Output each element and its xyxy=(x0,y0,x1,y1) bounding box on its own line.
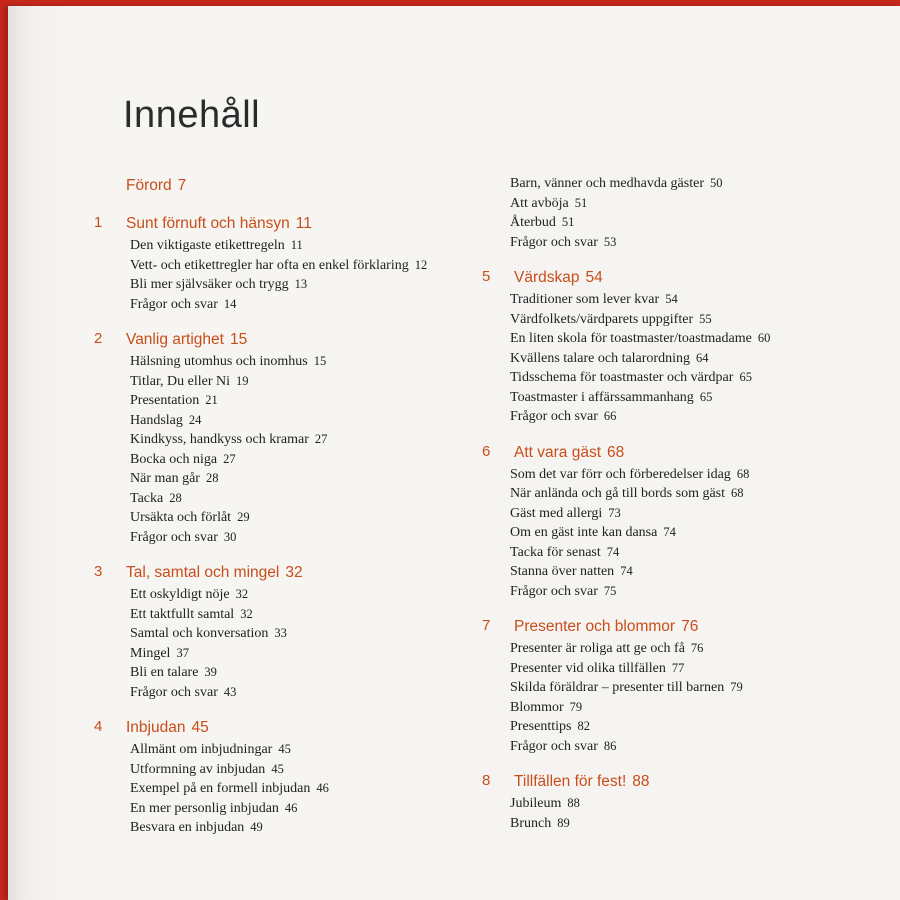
chapter-title: Inbjudan xyxy=(126,719,186,736)
entry-title: Stanna över natten xyxy=(510,564,615,579)
entry-title: Bocka och niga xyxy=(130,451,218,467)
entry-title: Samtal och konversation xyxy=(130,626,269,641)
entry-title: Utformning av inbjudan xyxy=(130,761,266,777)
toc-entry xyxy=(130,352,474,372)
entry-title: Traditioner som lever kvar xyxy=(510,292,660,307)
chapter-title: Tal, samtal och mingel xyxy=(126,564,280,581)
entry-title: Skilda föräldrar – presenter till barnen xyxy=(510,680,725,695)
entry-page-number: 21 xyxy=(205,393,218,407)
entry-title: Hälsning utomhus och inomhus xyxy=(130,354,308,369)
entry-title: Frågor och svar xyxy=(510,738,598,754)
chapter-entries xyxy=(510,290,882,427)
toc-entry xyxy=(130,760,474,780)
entry-title: Presenter är roliga att ge och få xyxy=(510,641,685,656)
toc-entry xyxy=(510,737,882,757)
chapter-title: Förord xyxy=(126,177,172,194)
entry-title: Presentation xyxy=(130,393,200,408)
entry-title: Om en gäst inte kan dansa xyxy=(510,525,658,540)
chapter-title: Sunt förnuft och hänsyn xyxy=(126,215,290,232)
entry-title: Tacka för senast xyxy=(510,544,601,560)
entry-title: Värdfolkets/värdparets uppgifter xyxy=(510,311,694,327)
chapter-heading xyxy=(514,266,882,290)
toc-chapter xyxy=(482,266,882,427)
toc-entry xyxy=(130,818,474,838)
entry-title: Tidsschema för toastmaster och värdpar xyxy=(510,370,734,385)
toc-entry xyxy=(130,489,474,509)
toc-chapter xyxy=(94,561,474,702)
toc-entry xyxy=(510,698,882,718)
entry-page-number: 68 xyxy=(731,486,744,500)
entry-title: Allmänt om inbjudningar xyxy=(130,742,273,757)
chapter-page-number: 68 xyxy=(607,443,625,461)
toc-chapter xyxy=(94,174,474,198)
toc-entry xyxy=(130,275,474,295)
entry-title: Vett- och etikettregler har ofta en enkel förklaring xyxy=(130,257,409,273)
entry-title: Titlar, Du eller Ni xyxy=(130,373,231,389)
chapter-number: 1 xyxy=(94,214,103,231)
entry-title: Frågor och svar xyxy=(130,529,218,545)
entry-page-number: 65 xyxy=(739,370,752,384)
toc-entry xyxy=(130,391,474,411)
chapter-page-number: 15 xyxy=(229,331,248,348)
chapter-heading xyxy=(126,561,474,585)
toc-chapter xyxy=(482,615,882,756)
toc-left-column xyxy=(94,174,474,852)
entry-title: Jubileum xyxy=(510,796,562,811)
toc-entry xyxy=(130,683,474,703)
chapter-page-number: 11 xyxy=(295,215,312,232)
toc-entry xyxy=(510,504,882,524)
entry-page-number: 89 xyxy=(557,815,570,830)
entry-page-number: 32 xyxy=(240,606,253,621)
toc-entry xyxy=(510,484,882,504)
entry-page-number: 37 xyxy=(176,645,189,660)
entry-page-number: 27 xyxy=(223,451,236,466)
toc-chapter xyxy=(94,716,474,838)
toc-entry xyxy=(510,368,882,388)
chapter-entries xyxy=(130,352,474,547)
entry-title: Exempel på en formell inbjudan xyxy=(130,781,311,796)
entry-page-number: 15 xyxy=(313,354,327,368)
entry-page-number: 45 xyxy=(278,742,291,756)
chapter-entries xyxy=(510,465,882,602)
toc-entry xyxy=(130,508,474,528)
toc-entry xyxy=(510,388,882,408)
toc-entry xyxy=(130,644,474,664)
entry-page-number: 76 xyxy=(690,641,704,655)
toc-entry xyxy=(510,310,882,330)
toc-entry xyxy=(130,469,474,489)
entry-page-number: 19 xyxy=(236,373,249,388)
entry-page-number: 51 xyxy=(561,215,575,229)
entry-title: Tacka xyxy=(130,490,164,506)
entry-page-number: 88 xyxy=(567,796,580,810)
toc-entry xyxy=(510,233,882,253)
toc-entry xyxy=(510,349,882,369)
entry-page-number: 50 xyxy=(709,176,723,190)
toc-entry xyxy=(510,329,882,349)
entry-title: Återbud xyxy=(510,215,556,230)
toc-chapter xyxy=(482,441,882,602)
entry-page-number: 14 xyxy=(223,296,237,311)
entry-page-number: 46 xyxy=(316,781,329,795)
toc-entry xyxy=(510,543,882,563)
entry-title: Gäst med allergi xyxy=(510,505,603,521)
toc-entry xyxy=(130,372,474,392)
entry-page-number: 46 xyxy=(284,800,298,815)
chapter-heading xyxy=(126,328,474,352)
entry-page-number: 86 xyxy=(603,738,617,753)
entry-title: Frågor och svar xyxy=(510,234,598,250)
chapter-entries xyxy=(130,585,474,702)
chapter-title: Vanlig artighet xyxy=(126,331,224,348)
toc-entry xyxy=(510,678,882,698)
toc-entry xyxy=(510,194,882,214)
toc-entry xyxy=(130,236,474,256)
chapter-page-number: 88 xyxy=(632,773,650,790)
toc-entry xyxy=(130,605,474,625)
toc-entry xyxy=(130,624,474,644)
toc-entry xyxy=(130,663,474,683)
entry-page-number: 33 xyxy=(274,626,287,640)
book-page xyxy=(8,6,900,900)
entry-page-number: 32 xyxy=(235,587,249,601)
chapter-title: Presenter och blommor xyxy=(514,618,676,635)
toc-entry xyxy=(510,290,882,310)
entry-page-number: 13 xyxy=(294,277,308,291)
entry-title: Frågor och svar xyxy=(130,296,218,312)
chapter-entries xyxy=(510,639,882,756)
toc-entry xyxy=(130,799,474,819)
entry-title: Bli en talare xyxy=(130,665,199,680)
continued-entries xyxy=(482,174,882,252)
entry-page-number: 11 xyxy=(290,238,303,252)
chapter-number: 3 xyxy=(94,563,103,580)
chapter-page-number: 45 xyxy=(191,719,209,736)
toc-entry xyxy=(130,411,474,431)
entry-page-number: 24 xyxy=(188,412,202,427)
entry-page-number: 49 xyxy=(250,820,263,834)
entry-title: Bli mer självsäker och trygg xyxy=(130,277,289,292)
toc-entry xyxy=(130,256,474,276)
entry-page-number: 74 xyxy=(663,525,676,539)
entry-page-number: 74 xyxy=(620,564,633,578)
entry-title: Handslag xyxy=(130,412,183,428)
entry-page-number: 28 xyxy=(169,490,182,505)
entry-title: Besvara en inbjudan xyxy=(130,820,245,835)
entry-page-number: 74 xyxy=(606,544,620,559)
toc-entry xyxy=(130,585,474,605)
entry-title: Presenttips xyxy=(510,719,572,734)
chapter-entries xyxy=(130,236,474,314)
toc-entry xyxy=(510,659,882,679)
chapter-number: 8 xyxy=(482,772,491,789)
entry-page-number: 30 xyxy=(223,529,237,544)
toc-entry xyxy=(510,213,882,233)
entry-title: Toastmaster i affärssammanhang xyxy=(510,389,694,405)
toc-entry xyxy=(130,430,474,450)
chapter-page-number: 7 xyxy=(177,177,187,194)
entry-title: Blommor xyxy=(510,699,564,715)
toc-entry xyxy=(130,295,474,315)
entry-page-number: 60 xyxy=(757,331,771,345)
entry-page-number: 77 xyxy=(671,660,685,675)
entry-page-number: 64 xyxy=(695,350,709,365)
entry-page-number: 53 xyxy=(603,234,617,249)
entry-title: Som det var förr och förberedelser idag xyxy=(510,466,731,482)
entry-page-number: 39 xyxy=(204,665,217,679)
entry-page-number: 43 xyxy=(223,684,237,699)
toc-entry xyxy=(510,717,882,737)
toc-entry xyxy=(510,174,882,194)
toc-right-column xyxy=(482,174,882,847)
entry-title: Frågor och svar xyxy=(510,409,598,424)
chapter-heading xyxy=(514,441,882,465)
entry-page-number: 27 xyxy=(314,432,328,446)
toc-entry xyxy=(510,562,882,582)
entry-page-number: 12 xyxy=(414,257,428,272)
entry-title: Presenter vid olika tillfällen xyxy=(510,660,666,676)
chapter-title: Tillfällen för fest! xyxy=(514,773,627,790)
entry-title: Barn, vänner och medhavda gäster xyxy=(510,176,704,191)
chapter-page-number: 32 xyxy=(285,564,303,581)
entry-title: Frågor och svar xyxy=(510,583,598,599)
entry-page-number: 66 xyxy=(603,409,617,423)
entry-title: Ett taktfullt samtal xyxy=(130,606,235,622)
entry-title: En liten skola för toastmaster/toastmadame xyxy=(510,331,752,346)
toc-entry xyxy=(510,794,882,814)
entry-page-number: 28 xyxy=(205,471,219,485)
entry-title: Mingel xyxy=(130,645,171,661)
entry-page-number: 55 xyxy=(699,311,712,326)
entry-title: När anlända och gå till bords som gäst xyxy=(510,486,726,501)
toc-chapter xyxy=(482,770,882,833)
chapter-heading xyxy=(514,770,882,794)
entry-title: Den viktigaste etikettregeln xyxy=(130,238,285,253)
entry-page-number: 51 xyxy=(574,195,588,210)
chapter-title: Att vara gäst xyxy=(514,443,602,461)
chapter-number: 5 xyxy=(482,268,491,285)
entry-page-number: 82 xyxy=(577,719,590,733)
entry-title: Kvällens talare och talarordning xyxy=(510,350,690,366)
toc-entry xyxy=(130,528,474,548)
entry-title: När man går xyxy=(130,471,200,486)
chapter-heading xyxy=(126,174,474,198)
entry-page-number: 54 xyxy=(665,292,678,306)
entry-page-number: 45 xyxy=(271,761,284,776)
entry-title: En mer personlig inbjudan xyxy=(130,800,279,816)
page-title: Innehåll xyxy=(123,94,261,136)
entry-title: Frågor och svar xyxy=(130,684,218,700)
toc-entry xyxy=(130,450,474,470)
entry-page-number: 79 xyxy=(569,699,583,714)
toc-entry xyxy=(510,582,882,602)
toc-entry xyxy=(510,523,882,543)
chapter-heading xyxy=(514,615,882,639)
entry-title: Brunch xyxy=(510,815,552,831)
chapter-entries xyxy=(130,740,474,838)
entry-page-number: 68 xyxy=(736,466,750,481)
toc-chapter xyxy=(94,212,474,314)
chapter-page-number: 76 xyxy=(681,618,699,635)
toc-chapter xyxy=(94,328,474,547)
toc-entry xyxy=(510,465,882,485)
entry-page-number: 75 xyxy=(603,583,617,598)
entry-title: Ursäkta och förlåt xyxy=(130,510,232,525)
chapter-title: Värdskap xyxy=(514,269,580,286)
chapter-heading xyxy=(126,716,474,740)
chapter-number: 2 xyxy=(94,330,103,347)
chapter-number: 7 xyxy=(482,617,491,634)
chapter-entries xyxy=(510,794,882,833)
toc-entry xyxy=(510,814,882,834)
entry-page-number: 29 xyxy=(237,510,250,524)
toc-entry xyxy=(130,779,474,799)
entry-page-number: 65 xyxy=(699,389,713,404)
toc-entry xyxy=(130,740,474,760)
entry-page-number: 73 xyxy=(608,505,621,520)
chapter-heading xyxy=(126,212,474,236)
chapter-page-number: 54 xyxy=(585,269,603,286)
entry-title: Kindkyss, handkyss och kramar xyxy=(130,432,309,447)
toc-entry xyxy=(510,639,882,659)
entry-title: Ett oskyldigt nöje xyxy=(130,587,230,602)
chapter-number: 4 xyxy=(94,718,103,735)
toc-entry xyxy=(510,407,882,427)
chapter-number: 6 xyxy=(482,442,491,460)
entry-title: Att avböja xyxy=(510,195,569,211)
chapter-entries xyxy=(510,174,882,252)
entry-page-number: 79 xyxy=(730,680,743,694)
